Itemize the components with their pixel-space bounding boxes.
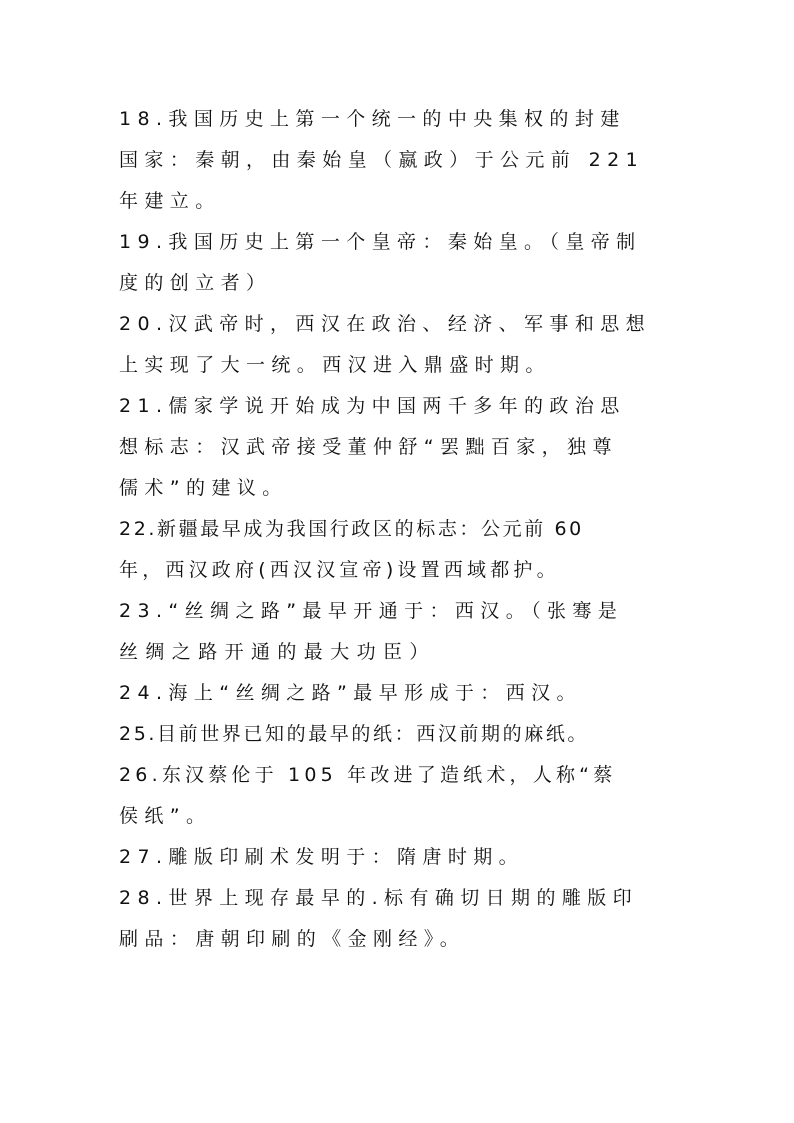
- text-line: 26.东汉蔡伦于 105 年改进了造纸术，人称“蔡: [119, 764, 617, 786]
- text-line: 儒术”的建议。: [119, 477, 288, 499]
- history-notes: [119, 99, 671, 960]
- text-line: 年，西汉政府(西汉汉宣帝)设置西域都护。: [119, 559, 560, 581]
- text-line: 年建立。: [119, 190, 221, 212]
- text-line: 20.汉武帝时，西汉在政治、经济、军事和思想: [119, 313, 652, 335]
- text-line: 24.海上“丝绸之路”最早形成于：西汉。: [119, 682, 582, 704]
- text-line: 22.新疆最早成为我国行政区的标志：公元前 60: [119, 518, 584, 540]
- text-line: 侯纸”。: [119, 805, 212, 827]
- text-line: 度的创立者）: [119, 272, 272, 294]
- text-line: 刷品：唐朝印刷的《金刚经》。: [119, 928, 466, 950]
- text-line: 想标志：汉武帝接受董仲舒“罢黜百家，独尊: [119, 436, 618, 458]
- text-line: 上实现了大一统。西汉进入鼎盛时期。: [119, 354, 551, 376]
- text-line: 27.雕版印刷术发明于：隋唐时期。: [119, 846, 525, 868]
- text-line: 19.我国历史上第一个皇帝：秦始皇。（皇帝制: [119, 231, 642, 253]
- text-line: 18.我国历史上第一个统一的中央集权的封建: [119, 108, 626, 130]
- text-line: 25.目前世界已知的最早的纸：西汉前期的麻纸。: [119, 723, 590, 745]
- text-line: 国家：秦朝，由秦始皇（嬴政）于公元前 221: [119, 149, 645, 171]
- text-line: 21.儒家学说开始成为中国两千多年的政治思: [119, 395, 626, 417]
- text-line: 23.“丝绸之路”最早开通于：西汉。（张骞是: [119, 600, 624, 622]
- text-line: 丝绸之路开通的最大功臣）: [119, 641, 436, 663]
- text-line: 28.世界上现存最早的.标有确切日期的雕版印: [119, 887, 639, 909]
